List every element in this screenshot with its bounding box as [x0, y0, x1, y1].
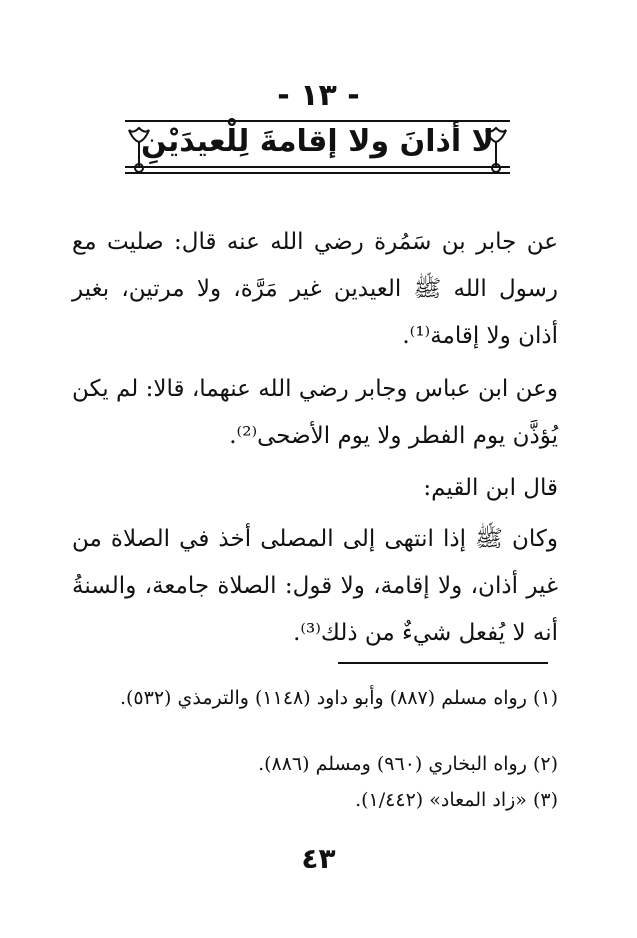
- paragraph: قال ابن القيم:: [423, 475, 558, 501]
- title-top-rule: [125, 120, 510, 122]
- footnote-separator: [338, 662, 548, 664]
- title-bottom-rule: [125, 172, 510, 174]
- paragraph: وكان ﷺ إذا انتهى إلى المصلى أخذ في الصلاة من غير أذان، ولا إقامة، ولا قول: الصلاة جامعة، والسنةُ أنه لا يُفعل شيءٌ من ذلك⁽³⁾.: [72, 526, 558, 646]
- footnote: (٣) «زاد المعاد» (١/٤٤٢).: [355, 789, 558, 811]
- title-bottom-rule: [125, 166, 510, 168]
- paragraph: عن جابر بن سَمُرة رضي الله عنه قال: صليت مع رسول الله ﷺ العيدين غير مَرَّة، ولا مرتين، بغير أذان ولا إقامة⁽¹⁾.: [72, 229, 558, 349]
- paragraph: وعن ابن عباس وجابر رضي الله عنهما، قالا: لم يكن يُؤذَّن يوم الفطر ولا يوم الأضحى⁽²⁾.: [72, 376, 558, 449]
- footnote: (١) رواه مسلم (٨٨٧) وأبو داود (١١٤٨) والترمذي (٥٣٢).: [119, 687, 558, 709]
- section-number: - ١٣ -: [277, 78, 360, 113]
- chapter-title: لا أذانَ ولا إقامةَ لِلْعيدَيْنِ: [141, 124, 494, 159]
- chapter-title-band: [125, 118, 510, 180]
- footnote: (٢) رواه البخاري (٩٦٠) ومسلم (٨٨٦).: [258, 753, 558, 775]
- page-number: ٤٣: [301, 842, 336, 875]
